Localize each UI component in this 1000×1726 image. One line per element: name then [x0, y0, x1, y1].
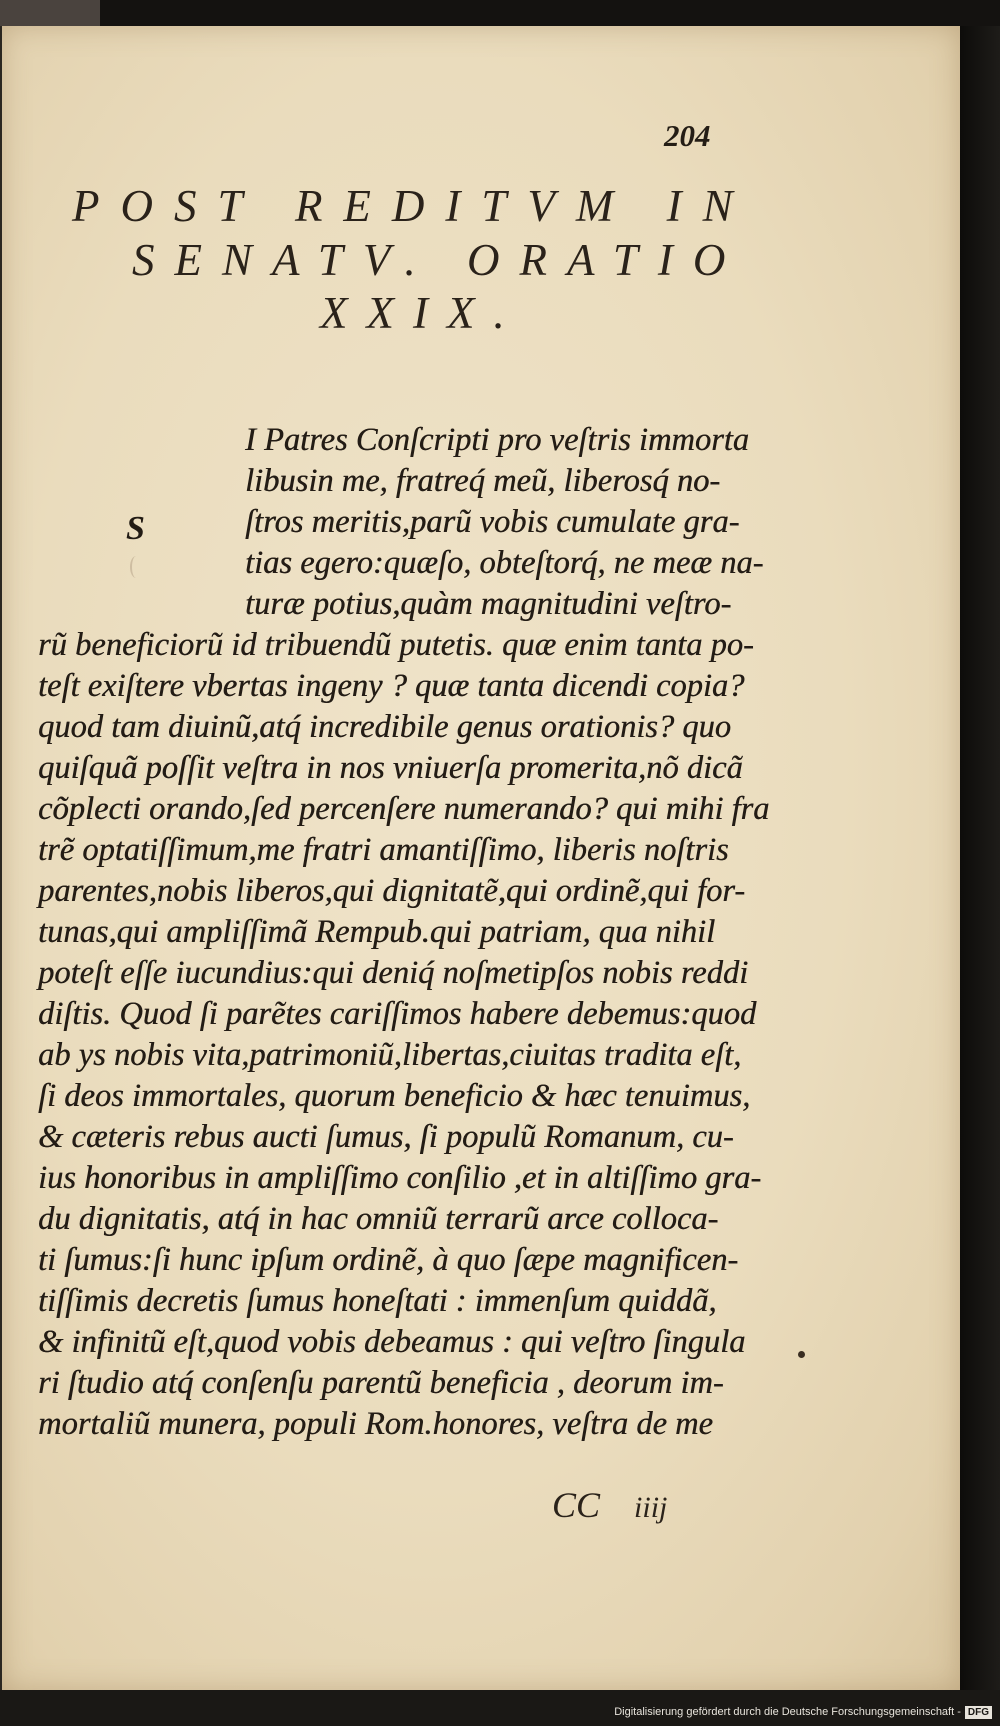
text-line: tiſſimis decretis ſumus honeſtati : immenſum quiddã, [38, 1283, 717, 1319]
text-line: ti ſumus:ſi hunc ipſum ordinẽ, à quo ſæpe magnificen- [38, 1242, 739, 1278]
scan-top-edge [0, 0, 1000, 26]
text-line: ſi deos immortales, quorum beneficio & hæc tenuimus, [38, 1078, 751, 1114]
dfg-logo: DFG [965, 1706, 992, 1719]
signature-number: iiij [634, 1491, 668, 1524]
text-line: mortaliũ munera, populi Rom.honores, veſtra de me [38, 1406, 713, 1442]
text-line: trẽ optatiſſimum,me fratri amantiſſimo, liberis noſtris [38, 832, 729, 868]
text-line: I Patres Conſcripti pro veſtris immorta [245, 422, 750, 458]
signature-mark [552, 1484, 667, 1526]
text-line: quiſquã poſſit veſtra in nos vniuerſa promerita,nõ dicã [38, 750, 743, 786]
text-line: du dignitatis, atq́ in hac omniũ terrarũ arce colloca- [38, 1201, 719, 1237]
text-line: ſtros meritis,parũ vobis cumulate gra- [245, 504, 740, 540]
text-line: poteſt eſſe iucundius:qui deniq́ noſmetipſos nobis reddi [38, 955, 749, 991]
signature-letters: CC [552, 1485, 601, 1525]
text-line: ri ſtudio atq́ conſenſu parentũ beneficia , deorum im- [38, 1365, 724, 1401]
oration-title-line-3: XXIX. [320, 288, 524, 338]
funding-credit-text: Digitalisierung gefördert durch die Deutsche Forschungsgemeinschaft - [614, 1706, 961, 1718]
oration-body-text [38, 420, 798, 1445]
text-line: tunas,qui ampliſſimã Rempub.qui patriam, qua nihil [38, 914, 716, 950]
digitization-credit [614, 1706, 992, 1719]
text-line: tias egero:quæſo, obteſtorq́, ne meæ na- [245, 545, 764, 581]
drop-initial-letter: S [126, 510, 145, 547]
text-line: & cæteris rebus aucti ſumus, ſi populũ Romanum, cu- [38, 1119, 734, 1155]
book-page [2, 26, 962, 1690]
page-number: 204 [664, 118, 711, 153]
text-line: diſtis. Quod ſi parẽtes cariſſimos habere debemus:quod [38, 996, 757, 1032]
oration-title-line-1: POST REDITVM IN [72, 181, 754, 231]
book-binding-edge [960, 26, 1000, 1690]
previous-page-fragment [0, 0, 100, 26]
stray-ink-dot [798, 1351, 805, 1358]
text-line: teſt exiſtere vbertas ingeny ? quæ tanta dicendi copia? [38, 668, 745, 704]
text-line: libusin me, fratreq́ meũ, liberosq́ no- [245, 463, 721, 499]
text-line: rũ beneficiorũ id tribuendũ putetis. quæ enim tanta po- [38, 627, 754, 663]
text-line: cõplecti orando,ſed percenſere numerando? qui mihi fra [38, 791, 770, 827]
text-line: & infinitũ eſt,quod vobis debeamus : qui veſtro ſingula [38, 1324, 746, 1360]
text-line: quod tam diuinũ,atq́ incredibile genus orationis? quo [38, 709, 732, 745]
text-line: ius honoribus in ampliſſimo conſilio ,et in altiſſimo gra- [38, 1160, 762, 1196]
text-line: turæ potius,quàm magnitudini veſtro- [245, 586, 732, 622]
text-line: parentes,nobis liberos,qui dignitatẽ,qui ordinẽ,qui for- [38, 873, 746, 909]
oration-title-line-2: SENATV. ORATIO [132, 235, 746, 285]
text-line: ab ys nobis vita,patrimoniũ,libertas,ciuitas tradita eſt, [38, 1037, 742, 1073]
